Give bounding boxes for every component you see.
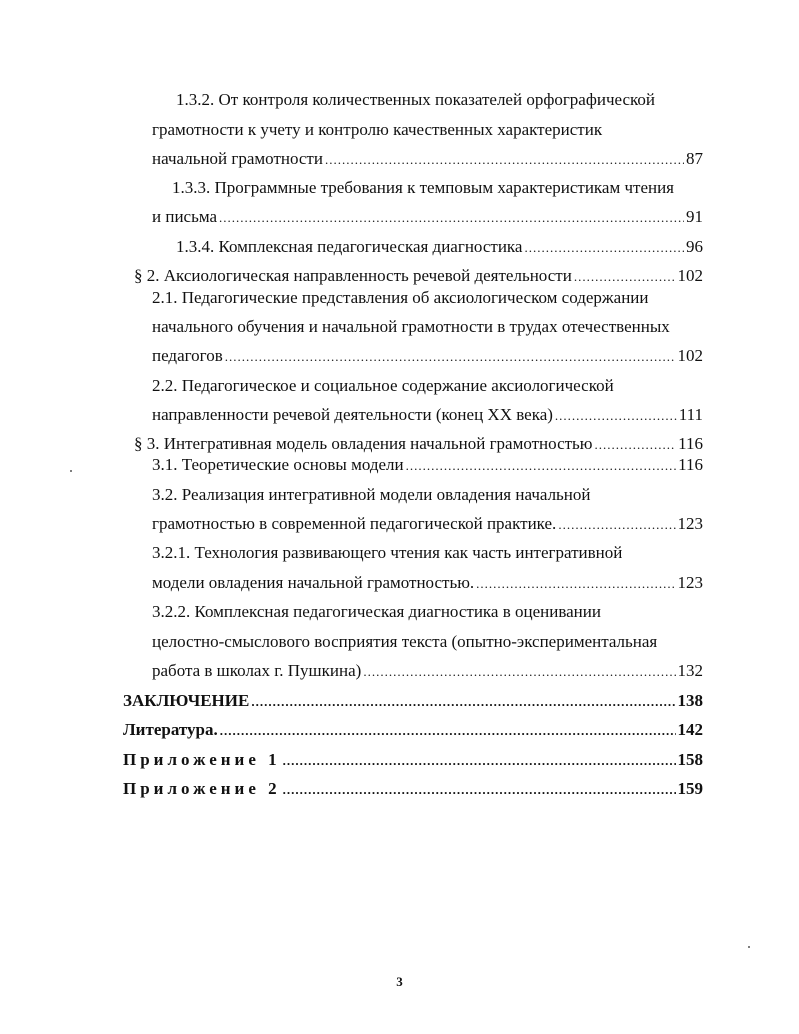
toc-page-number: 96 [686, 237, 703, 256]
toc-entry-text: направленности речевой деятельности (конец XX века) [152, 405, 553, 424]
dot-leader [574, 267, 676, 287]
toc-entry-2-2[interactable] [152, 405, 703, 425]
dot-leader [225, 347, 676, 367]
page-number: 3 [396, 974, 403, 989]
toc-entry-appendix-2[interactable] [123, 779, 703, 799]
toc-1-3-2-line-2: грамотности к учету и контролю качественных характеристик [152, 120, 603, 139]
toc-entry-text: грамотностью в современной педагогической практике. [152, 514, 557, 533]
toc-3-2-line-1: 3.2. Реализация интегративной модели овладения начальной [152, 485, 591, 504]
toc-entry-1-3-2[interactable] [152, 149, 703, 169]
toc-entry-text: § 3. Интегративная модель овладения начальной грамотностью [134, 434, 593, 453]
toc-entry-text: и письма [152, 207, 218, 226]
dot-leader [283, 780, 676, 800]
toc-2-1-line-1: 2.1. Педагогические представления об аксиологическом содержании [152, 288, 649, 307]
toc-1-3-2-line-1: 1.3.2. От контроля количественных показателей орфографической [176, 90, 656, 109]
toc-entry-text: 3.1. Теоретические основы модели [152, 455, 404, 474]
toc-page-number: 111 [678, 405, 703, 424]
dot-leader [251, 692, 675, 712]
toc-page-number: 159 [677, 779, 703, 798]
toc-2-2-line-1: 2.2. Педагогическое и социальное содержание аксиологической [152, 376, 614, 395]
dot-leader [524, 238, 684, 258]
scan-speck [748, 946, 750, 948]
toc-entry-text: работа в школах г. Пушкина) [152, 661, 362, 680]
toc-page-number: 102 [677, 266, 703, 285]
toc-entry-text: педагогов [152, 346, 223, 365]
toc-entry-text: ЗАКЛЮЧЕНИЕ [123, 691, 250, 710]
dot-leader [555, 406, 677, 426]
toc-page-number: 132 [677, 661, 703, 680]
dot-leader [406, 456, 676, 476]
toc-page-number: 142 [677, 720, 703, 739]
dot-leader [558, 515, 675, 535]
toc-entry-text: § 2. Аксиологическая направленность речевой деятельности [134, 266, 572, 285]
toc-3-2-1-line-1: 3.2.1. Технология развивающего чтения как часть интегративной [152, 543, 623, 562]
toc-entry-conclusion[interactable] [123, 691, 703, 711]
toc-entry-text: Приложение 1 [123, 750, 281, 769]
toc-1-3-3-line-1: 1.3.3. Программные требования к темповым характеристикам чтения [172, 178, 675, 197]
toc-page-number: 91 [686, 207, 703, 226]
toc-entry-1-3-3[interactable] [152, 207, 703, 227]
toc-entry-3-1[interactable] [152, 455, 703, 475]
dot-leader [595, 435, 677, 455]
toc-page-number: 158 [677, 750, 703, 769]
toc-entry-3-2-1[interactable] [152, 573, 703, 593]
toc-entry-2-1[interactable] [152, 346, 703, 366]
toc-entry-text: Литература. [123, 720, 218, 739]
toc-entry-3-2[interactable] [152, 514, 703, 534]
toc-entry-literature[interactable] [123, 720, 703, 740]
toc-2-1-line-2: начального обучения и начальной грамотности в трудах отечественных [152, 317, 670, 336]
toc-page-number: 123 [677, 573, 703, 592]
toc-entry-text: модели овладения начальной грамотностью. [152, 573, 475, 592]
dot-leader [363, 662, 675, 682]
toc-page-number: 138 [677, 691, 703, 710]
toc-3-2-2-line-2: целостно-смыслового восприятия текста (опытно-экспериментальная [152, 632, 658, 651]
toc-entry-1-3-4[interactable] [176, 237, 703, 257]
toc-page-number: 123 [677, 514, 703, 533]
toc-entry-section-2[interactable] [134, 266, 703, 286]
toc-page-number: 116 [678, 455, 703, 474]
scan-speck [70, 470, 72, 472]
toc-entry-text: начальной грамотности [152, 149, 323, 168]
dot-leader [283, 751, 676, 771]
dot-leader [219, 208, 684, 228]
dot-leader [476, 574, 675, 594]
toc-page-number: 87 [686, 149, 703, 168]
toc-entry-text: 1.3.4. Комплексная педагогическая диагностика [176, 237, 523, 256]
toc-entry-appendix-1[interactable] [123, 750, 703, 770]
toc-3-2-2-line-1: 3.2.2. Комплексная педагогическая диагностика в оценивании [152, 602, 601, 621]
toc-entry-3-2-2[interactable] [152, 661, 703, 681]
toc-entry-section-3[interactable] [134, 434, 703, 454]
toc-page-number: 102 [677, 346, 703, 365]
dot-leader [325, 150, 684, 170]
dot-leader [220, 721, 676, 741]
toc-page-number: 116 [678, 434, 703, 453]
toc-entry-text: Приложение 2 [123, 779, 281, 798]
